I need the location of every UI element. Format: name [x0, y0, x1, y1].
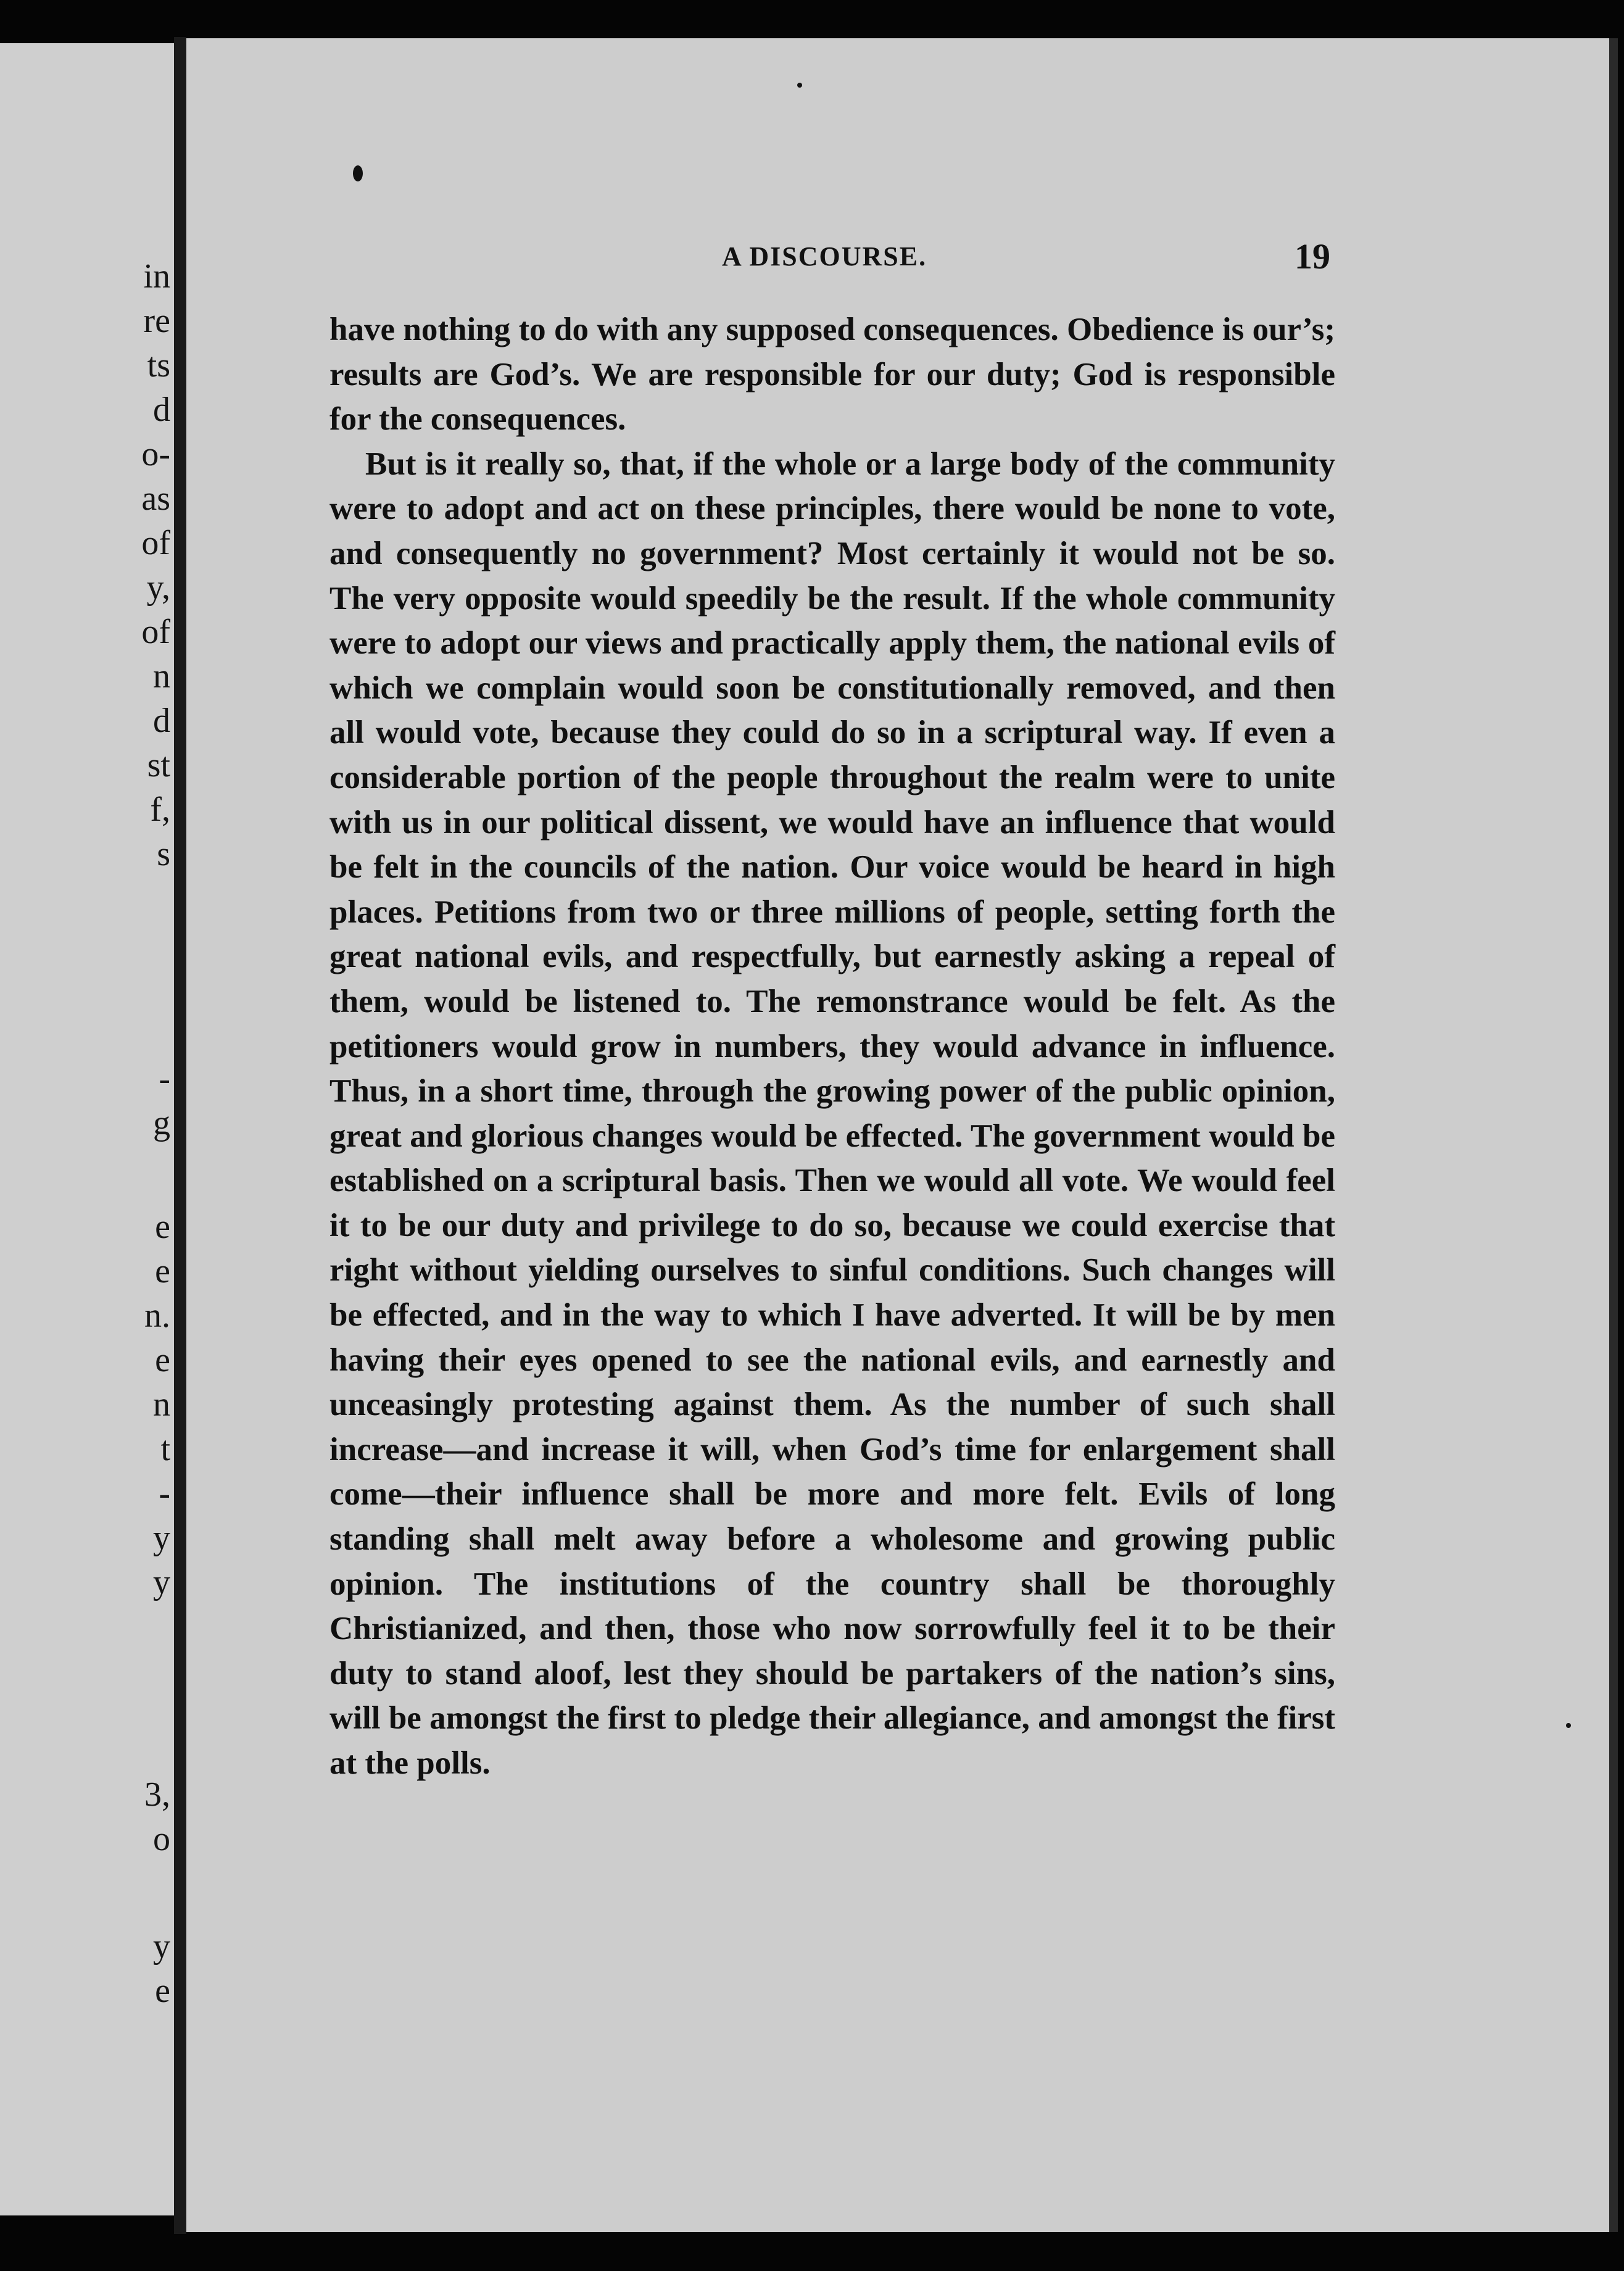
paragraph: But is it really so, that, if the whole or a large body of the community were to adopt and act on these principles, there would be none to vote, and consequently no government? Most certainly it would not be so. The very opposite would speedily be the result. If the whole community were to adopt our views and practically apply them, the national evils of which we complain would soon be constitutionally removed, and then all would vote, because they could do so in a scriptural way. If even a considerable portion of the people throughout the realm were to unite with us in our political dissent, we would have an influence that would be felt in the councils of the nation. Our voice would be heard in high places. Petitions from two or three millions of people, setting forth the great national evils, and respectfully, but earnestly asking a repeal of them, would be listened to. The remonstrance would be felt. As the petitioners would grow in numbers, they would advance in influence. Thus, in a short time, through the growing power of the public opinion, great and glorious changes would be effected. The government would be established on a scriptural basis. Then we would all vote. We would feel it to be our duty and privilege to do so, because we could exercise that right without yielding ourselves to sinful conditions. Such changes will be effected, and in the way to which I have adverted. It will be by men having their eyes opened to see the national evils, and earnestly and unceasingly protesting against them. As the number of such shall increase—and increase it will, when God’s time for enlargement shall come—their influence shall be more and more felt. Evils of long standing shall melt away before a wholesome and growing public opinion. The institutions of the country shall be thoroughly Christianized, and then, those who now sorrowfully feel it to be their duty to stand aloof, lest they should be partakers of the nation’s sins, will be amongst the first to pledge their allegiance, and amongst the first at the polls. [329, 446, 1335, 1781]
body-text [329, 307, 1335, 1786]
left-page-fragment: t [160, 1430, 170, 1468]
left-page-fragment: y [153, 1927, 170, 1966]
left-page-fragment: - [159, 1060, 170, 1098]
left-page-fragment: f, [150, 791, 170, 829]
paragraph-continuation: have nothing to do with any supposed consequences. Obedience is our’s; results are God’s. We are responsible for our duty; God is responsible for the consequences. [329, 312, 1335, 438]
left-page-fragment: d [153, 391, 170, 429]
left-page-fragment: e [155, 1252, 170, 1290]
left-page-fragment: n. [144, 1297, 170, 1335]
book-page [186, 38, 1618, 2232]
left-page-fragment: y [153, 1563, 170, 1601]
left-page-fragment: d [153, 702, 170, 740]
left-page-fragment: in [143, 257, 170, 296]
left-page-fragment: of [141, 613, 170, 651]
page-number: 19 [1295, 236, 1330, 276]
left-page-fragment: n [153, 1385, 170, 1424]
adjacent-left-page [0, 43, 174, 2215]
ink-mark [353, 165, 363, 181]
left-page-fragment: e [155, 1341, 170, 1379]
ink-mark [797, 83, 802, 88]
running-header [186, 236, 1519, 284]
left-page-fragment: 3, [144, 1775, 170, 1814]
left-page-fragment: st [147, 746, 170, 784]
left-page-fragment: s [157, 835, 170, 873]
left-page-fragment: y [153, 1519, 170, 1557]
left-page-fragment: as [141, 480, 170, 518]
left-page-fragment: ts [147, 346, 170, 384]
left-page-fragment: of [141, 524, 170, 562]
left-page-fragment: n [153, 657, 170, 695]
left-page-fragment: g [153, 1104, 170, 1142]
left-page-fragment: re [143, 302, 170, 340]
left-page-fragment: o [153, 1820, 170, 1858]
left-page-fragment: y, [146, 568, 170, 607]
page-gutter [174, 37, 186, 2234]
left-page-fragment: e [155, 1972, 170, 2010]
left-page-fragment: o- [141, 435, 170, 473]
running-title: A DISCOURSE. [722, 241, 927, 272]
ink-mark [1566, 1723, 1571, 1728]
left-page-fragment: - [159, 1474, 170, 1513]
left-page-fragment: e [155, 1208, 170, 1246]
